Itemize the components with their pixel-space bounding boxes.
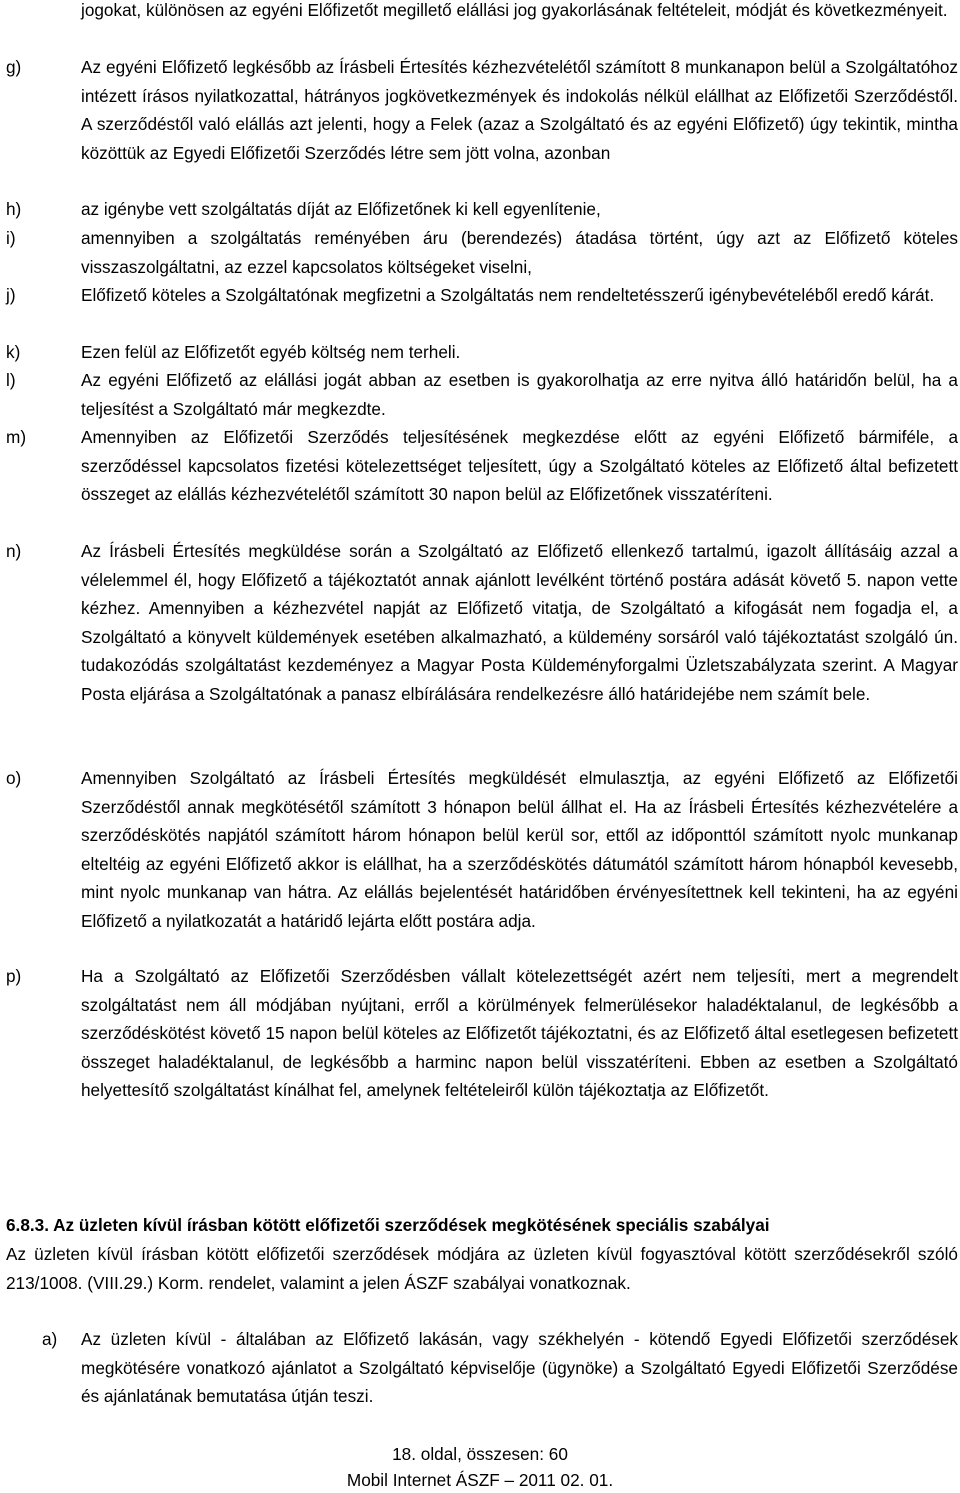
- list-text: Ezen felül az Előfizetőt egyéb költség nem terheli.: [81, 342, 461, 362]
- list-text: Ha a Szolgáltató az Előfizetői Szerződésben vállalt kötelezettségét azért nem teljesíti, mert a megrendelt szolgáltatást nem áll módjában nyújtani, erről a körülmények felmerülésekor haladéktalanul, de legkésőbb a szerződéskötést követő 15 napon belül köteles az Előfizetőt tájékoztatni, és az Előfizető által esetlegesen befizetett összeget haladéktalanul, de legkésőbb a harminc napon belül visszatéríteni. Ebben az esetben a Szolgáltató helyettesítő szolgáltatást kínálhat fel, amelynek feltételeiről külön tájékoztatja az Előfizetőt.: [81, 966, 958, 1100]
- list-label: h): [6, 199, 22, 219]
- footer-page-info: 18. oldal, összesen: 60: [392, 1444, 568, 1464]
- list-text: Amennyiben Szolgáltató az Írásbeli Értesítés megküldését elmulasztja, az egyéni Előfizető az Előfizetői Szerződéstől annak megkötésétől számított 3 hónapon belül állhat el. Ha az Írásbeli Értesítés kézhezvételére a szerződéskötés napjától számított három hónapon belül kerül sor, ettől az időponttól számított nyolc munkanap elteltéig az egyéni Előfizető akkor is elállhat, ha a szerződéskötés dátumától számított három hónapból kevesebb, mint nyolc munkanap van hátra. Az elállás bejelentését határidőben érvényesítettnek kell tekinteni, ha az egyéni Előfizető a nyilatkozatát a határidő lejárta előtt postára adja.: [81, 768, 958, 931]
- list-label: o): [6, 768, 22, 788]
- list-label: m): [6, 427, 27, 447]
- list-item-m: [0, 423, 960, 509]
- list-item-h: [0, 195, 960, 224]
- list-label: g): [6, 57, 22, 77]
- list-text: Az Írásbeli Értesítés megküldése során a Szolgáltató az Előfizető ellenkező tartalmú, igazolt állításáig azzal a vélelemmel él, hogy Előfizető a tájékoztatót annak ajánlott levélként történő postára adását követő 5. napon vette kézhez. Amennyiben a kézhezvétel napját az Előfizető vitatja, de Szolgáltató a kifogását nem fogadja el, a Szolgáltató a könyvelt küldemények esetében alkalmazható, a küldemény sorsáról való tájékoztatást szolgáló ún. tudakozódás szolgáltatást kezdeményez a Magyar Posta Küldeményforgalmi Üzletszabályzata szerint. A Magyar Posta eljárása a Szolgáltatónak a panasz elbírálására rendelkezésre álló határidejébe nem számít bele.: [81, 541, 958, 704]
- section-paragraph: Az üzleten kívül írásban kötött előfizetői szerződések módjára az üzleten kívül fogyasztóval kötött szerződésekről szóló 213/1008. (VIII.29.) Korm. rendelet, valamint a jelen ÁSZF szabályai vonatkoznak.: [6, 1244, 958, 1293]
- list-text: Amennyiben az Előfizetői Szerződés teljesítésének megkezdése előtt az egyéni Előfizető bármiféle, a szerződéssel kapcsolatos fizetési kötelezettséget teljesített, úgy a Szolgáltató köteles az Előfizető által befizetett összeget az elállás kézhezvételétől számított 30 napon belül az Előfizetőnek visszatéríteni.: [81, 427, 958, 504]
- list-item-k: [0, 338, 960, 367]
- list-label: p): [6, 966, 22, 986]
- list-label: i): [6, 228, 16, 248]
- continuation-text: jogokat, különösen az egyéni Előfizetőt megillető elállási jog gyakorlásának feltételeit, módját és következményeit.: [81, 0, 948, 20]
- list-item-j: [0, 281, 960, 310]
- list-text: Az egyéni Előfizető legkésőbb az Írásbeli Értesítés kézhezvételétől számított 8 munkanapon belül a Szolgáltatóhoz intézett írásos nyilatkozattal, hátrányos jogkövetkezmények és indokolás nélkül elállhat az Előfizetői Szerződéstől. A szerződéstől való elállás azt jelenti, hogy a Felek (azaz a Szolgáltató és az egyéni Előfizető) úgy tekintik, mintha közöttük az Egyedi Előfizetői Szerződés létre sem jött volna, azonban: [81, 57, 958, 163]
- list-text: az igénybe vett szolgáltatás díját az Előfizetőnek ki kell egyenlítenie,: [81, 199, 601, 219]
- list-item-o: [0, 764, 960, 935]
- list-item-i: [0, 224, 960, 281]
- list-label: k): [6, 342, 21, 362]
- list-label: l): [6, 370, 16, 390]
- list-label: j): [6, 285, 16, 305]
- list-text: Az egyéni Előfizető az elállási jogát abban az esetben is gyakorolhatja az erre nyitva álló határidőn belül, ha a teljesítést a Szolgáltató már megkezdte.: [81, 370, 958, 419]
- list-item-g: [0, 53, 960, 167]
- list-label: n): [6, 541, 22, 561]
- section-heading: 6.8.3. Az üzleten kívül írásban kötött előfizetői szerződések megkötésének speciális szabályai: [6, 1215, 770, 1235]
- list-item-n: [0, 537, 960, 708]
- footer-doc-info: Mobil Internet ÁSZF – 2011 02. 01.: [346, 1470, 614, 1490]
- list-item-p: [0, 962, 960, 1105]
- section-list-item-a: [0, 1325, 960, 1411]
- list-item-l: [0, 366, 960, 423]
- list-text: Előfizető köteles a Szolgáltatónak megfizetni a Szolgáltatás nem rendeltetésszerű igénybevételéből eredő kárát.: [81, 285, 935, 305]
- list-text: amennyiben a szolgáltatás reményében áru (berendezés) átadása történt, úgy azt az Előfizető köteles visszaszolgáltatni, az ezzel kapcsolatos költségeket viselni,: [81, 228, 958, 277]
- list-text: Az üzleten kívül - általában az Előfizető lakásán, vagy székhelyén - kötendő Egyedi Előfizetői szerződések megkötésére vonatkozó ajánlatot a Szolgáltató képviselője (ügynöke) a Szolgáltató Egyedi Előfizetői Szerződése és ajánlatának bemutatása útján teszi.: [81, 1329, 958, 1406]
- continuation-paragraph: [0, 0, 960, 25]
- list-label: a): [42, 1329, 58, 1349]
